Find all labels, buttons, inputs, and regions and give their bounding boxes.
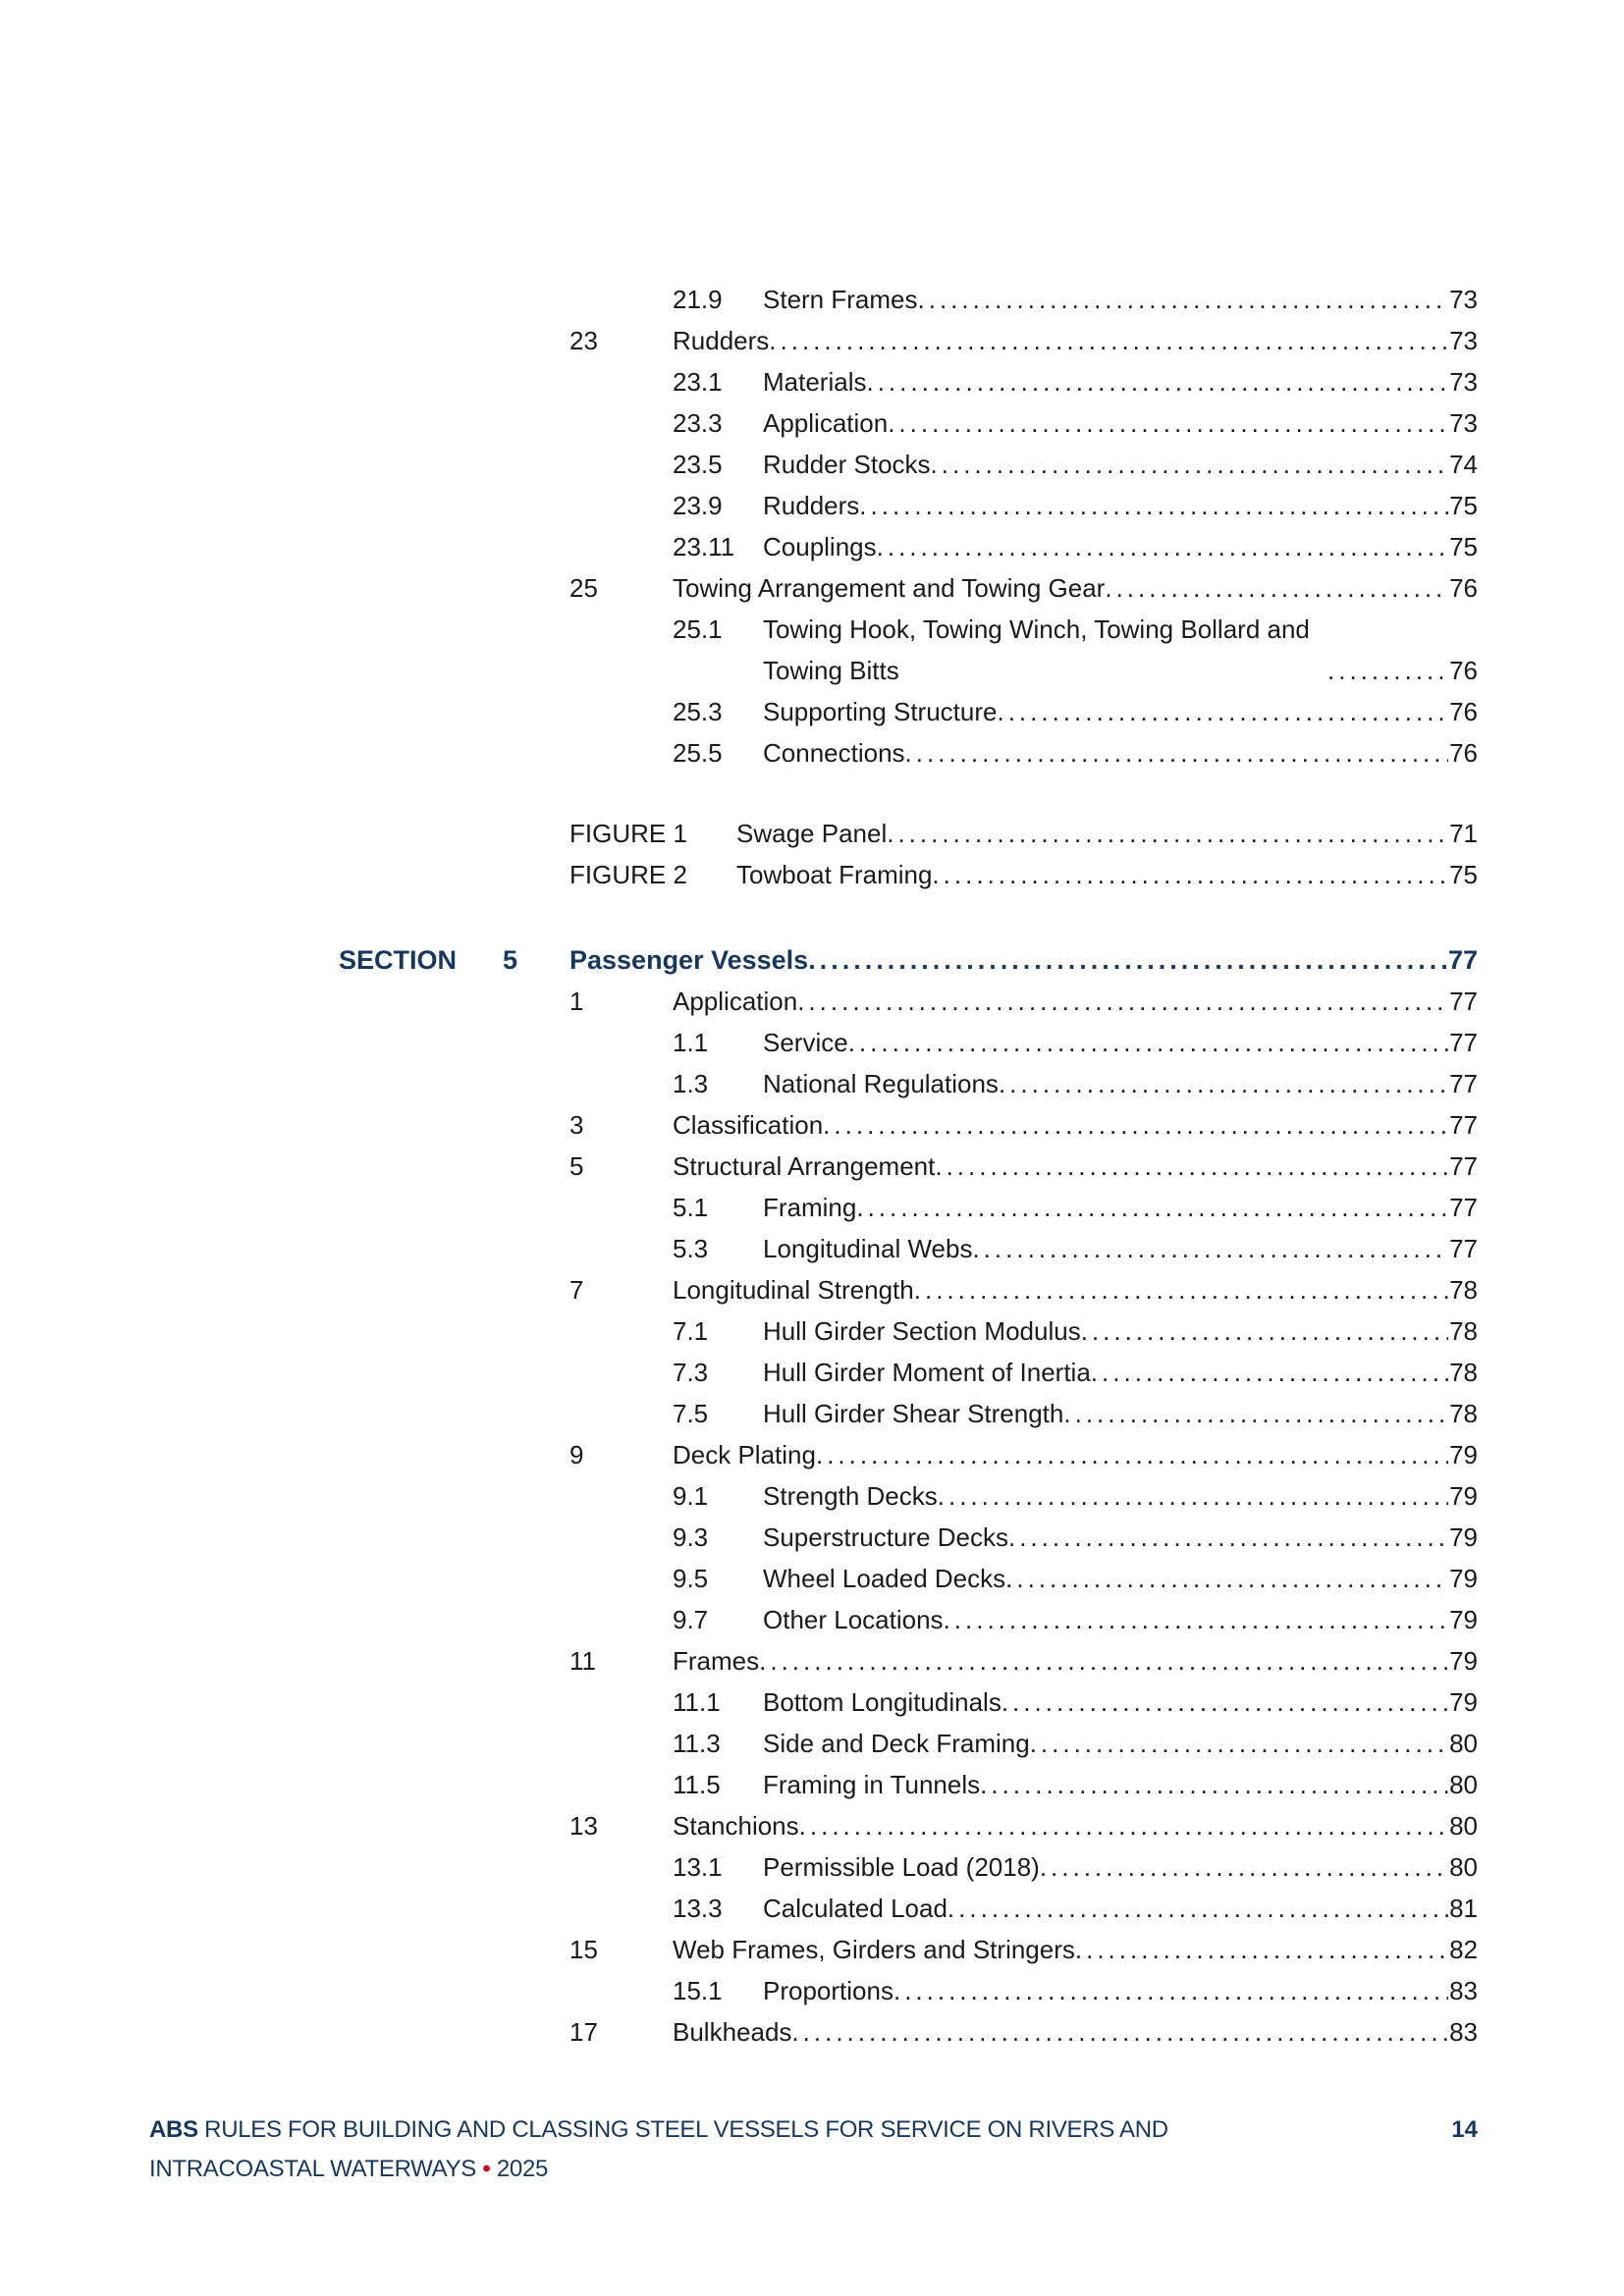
toc-entry-page-number: 77 xyxy=(1449,1193,1478,1222)
toc-entry-title: Calculated Load xyxy=(763,1894,947,1923)
toc-row[interactable] xyxy=(339,1929,1478,1970)
dot-leader xyxy=(918,279,1449,320)
toc-entry-page-number: 80 xyxy=(1449,1770,1478,1799)
dot-leader xyxy=(1005,1558,1448,1599)
footer-brand: ABS xyxy=(149,2116,198,2143)
toc-entry-number: 3 xyxy=(569,1110,584,1140)
toc-row[interactable] xyxy=(339,1682,1478,1723)
toc-entry-title: Permissible Load (2018) xyxy=(763,1852,1040,1882)
toc-entry-page-number: 83 xyxy=(1449,1976,1478,2005)
figure-label: FIGURE 1 xyxy=(569,819,687,848)
toc-entry-page-number: 83 xyxy=(1449,2017,1478,2047)
toc-entry-number: 15.1 xyxy=(673,1976,723,2005)
toc-row[interactable] xyxy=(339,1352,1478,1393)
toc-entry-title: Couplings xyxy=(763,532,877,561)
toc-figure-rows xyxy=(339,813,1478,895)
toc-entry-number: 1 xyxy=(569,987,584,1016)
toc-entry-page-number: 79 xyxy=(1449,1564,1478,1593)
toc-entry-number: 7.5 xyxy=(673,1399,709,1428)
toc-entry-title: Application xyxy=(763,408,889,438)
dot-leader xyxy=(1001,1682,1448,1723)
dot-leader xyxy=(823,1104,1448,1146)
dot-leader xyxy=(1081,1310,1448,1352)
toc-entry-title: Superstructure Decks xyxy=(763,1522,1008,1552)
toc-row[interactable] xyxy=(339,1805,1478,1846)
toc-row[interactable] xyxy=(339,1434,1478,1475)
figure-label: FIGURE 2 xyxy=(569,860,687,889)
toc-row[interactable] xyxy=(339,1558,1478,1599)
dot-leader xyxy=(808,939,1447,981)
toc-row[interactable] xyxy=(339,1063,1478,1104)
toc-entry-page-number: 73 xyxy=(1449,408,1478,438)
footer-text xyxy=(149,2110,1298,2189)
toc-entry-page-number: 78 xyxy=(1449,1275,1478,1305)
toc-entry-number: 23.5 xyxy=(673,450,723,479)
dot-leader xyxy=(893,1970,1448,2011)
toc-entry-number: 13 xyxy=(569,1811,598,1841)
toc-entry-page-number: 74 xyxy=(1449,450,1478,479)
toc-entry-page-number: 77 xyxy=(1449,1110,1478,1140)
toc-entry-number: 9.5 xyxy=(673,1564,709,1593)
dot-leader xyxy=(1075,1929,1448,1970)
dot-leader xyxy=(848,1022,1448,1063)
toc-entry-number: 13.3 xyxy=(673,1894,723,1923)
toc-row[interactable] xyxy=(339,1146,1478,1187)
dot-leader xyxy=(1063,1393,1448,1434)
section-page-number: 77 xyxy=(1447,945,1478,975)
toc-entry-number: 13.1 xyxy=(673,1852,723,1882)
dot-leader xyxy=(759,1640,1448,1682)
toc-entry-title: Hull Girder Shear Strength xyxy=(763,1399,1064,1428)
toc-entry-number: 17 xyxy=(569,2017,598,2047)
toc-row[interactable] xyxy=(339,444,1478,485)
toc-row[interactable] xyxy=(339,1888,1478,1929)
toc-entry-page-number: 75 xyxy=(1449,860,1478,889)
toc-row[interactable] xyxy=(339,320,1478,361)
dot-leader xyxy=(999,1063,1448,1104)
dot-leader xyxy=(1091,1352,1448,1393)
dot-leader xyxy=(938,1475,1448,1517)
toc-entry-title: Swage Panel xyxy=(736,819,888,848)
page-number: 14 xyxy=(1451,2116,1478,2143)
section-label: SECTION xyxy=(339,945,458,975)
toc-entry-title: National Regulations xyxy=(763,1069,999,1098)
toc-entry-number: 15 xyxy=(569,1935,598,1964)
toc-entry-title: Strength Decks xyxy=(763,1481,938,1511)
toc-entry-page-number: 75 xyxy=(1449,532,1478,561)
toc-entry-title: Framing xyxy=(763,1193,857,1222)
toc-entry-number: 9.7 xyxy=(673,1605,709,1634)
toc-entry-page-number: 79 xyxy=(1449,1440,1478,1469)
toc-section-heading-row[interactable] xyxy=(339,939,1478,981)
toc-entry-title: Deck Plating xyxy=(673,1440,816,1469)
toc-row[interactable] xyxy=(339,402,1478,444)
toc-entry-title: Hull Girder Moment of Inertia xyxy=(763,1358,1091,1387)
toc-entry-number: 23.11 xyxy=(673,532,735,561)
toc-entry-number: 1.1 xyxy=(673,1028,709,1057)
toc-row[interactable] xyxy=(339,1970,1478,2011)
dot-leader xyxy=(997,691,1448,732)
toc-entry-title: Frames xyxy=(673,1646,760,1676)
dot-leader xyxy=(1327,650,1448,691)
page-footer xyxy=(149,2110,1478,2189)
toc-entry-title: Bulkheads xyxy=(673,2017,792,2047)
toc-entry-number: 5.1 xyxy=(673,1193,709,1222)
toc-row[interactable] xyxy=(339,1846,1478,1888)
toc-entry-title: Bottom Longitudinals xyxy=(763,1687,1001,1717)
dot-leader xyxy=(816,1434,1448,1475)
dot-leader xyxy=(877,526,1448,567)
toc-entry-number: 1.3 xyxy=(673,1069,709,1098)
dot-leader xyxy=(905,732,1449,774)
toc-entry-number: 9 xyxy=(569,1440,584,1469)
toc-entry-number: 9.3 xyxy=(673,1522,709,1552)
toc-row[interactable] xyxy=(339,1393,1478,1434)
dot-leader xyxy=(888,402,1448,444)
dot-leader xyxy=(935,1146,1448,1187)
toc-entry-number: 25.5 xyxy=(673,738,723,768)
dot-leader xyxy=(1030,1723,1448,1764)
toc-entry-page-number: 77 xyxy=(1449,1151,1478,1181)
toc-row[interactable] xyxy=(339,1310,1478,1352)
toc-entry-page-number: 79 xyxy=(1449,1481,1478,1511)
toc-row[interactable] xyxy=(339,1475,1478,1517)
toc-entry-title: Hull Girder Section Modulus xyxy=(763,1316,1081,1346)
toc-entry-title: Application xyxy=(673,987,798,1016)
toc-row[interactable] xyxy=(339,1104,1478,1146)
dot-leader xyxy=(947,1888,1448,1929)
toc-row[interactable] xyxy=(339,981,1478,1022)
toc-row[interactable] xyxy=(339,609,1478,691)
toc-entry-title: Longitudinal Strength xyxy=(673,1275,914,1305)
toc-entry-title: Structural Arrangement xyxy=(673,1151,936,1181)
toc-entry-number: 25.3 xyxy=(673,697,723,726)
toc-entry-title: Stanchions xyxy=(673,1811,799,1841)
dot-leader xyxy=(1008,1517,1448,1558)
toc-entry-title: Towing Arrangement and Towing Gear xyxy=(673,573,1106,603)
toc-entry-number: 7 xyxy=(569,1275,584,1305)
toc-entry-page-number: 77 xyxy=(1449,1028,1478,1057)
dot-leader xyxy=(856,1187,1448,1228)
dot-leader xyxy=(791,2011,1448,2053)
toc-entry-page-number: 79 xyxy=(1449,1646,1478,1676)
toc-entry-page-number: 73 xyxy=(1449,326,1478,355)
dot-leader xyxy=(799,1805,1448,1846)
toc-row[interactable] xyxy=(339,1187,1478,1228)
toc-entry-number: 5 xyxy=(569,1151,584,1181)
toc-entry-page-number: 77 xyxy=(1449,1069,1478,1098)
dot-leader xyxy=(932,854,1448,895)
dot-leader xyxy=(1105,567,1448,609)
toc-entry-title: Service xyxy=(763,1028,848,1057)
toc-entry-title: Stern Frames xyxy=(763,285,918,314)
toc-entry-title: Connections xyxy=(763,738,905,768)
toc-entry-number: 25.1 xyxy=(673,614,723,644)
toc-entry-title: Framing in Tunnels xyxy=(763,1770,981,1799)
dot-leader xyxy=(769,320,1448,361)
toc-figure-row[interactable] xyxy=(339,854,1478,895)
toc-row[interactable] xyxy=(339,2011,1478,2053)
toc-row[interactable] xyxy=(339,691,1478,732)
toc-entry-page-number: 76 xyxy=(1449,573,1478,603)
toc-entry-page-number: 76 xyxy=(1449,697,1478,726)
dot-leader xyxy=(1040,1846,1448,1888)
toc-entry-number: 23 xyxy=(569,326,598,355)
footer-title: RULES FOR BUILDING AND CLASSING STEEL VESSELS FOR SERVICE ON RIVERS AND INTRACOASTAL WATERWAYS xyxy=(149,2116,1168,2182)
toc-entry-title: Rudder Stocks xyxy=(763,450,931,479)
dot-leader xyxy=(972,1228,1448,1269)
toc-row[interactable] xyxy=(339,567,1478,609)
toc-entry-page-number: 80 xyxy=(1449,1811,1478,1841)
toc-entry-number: 25 xyxy=(569,573,598,603)
toc-entry-number: 23.9 xyxy=(673,491,723,520)
toc-row[interactable] xyxy=(339,1517,1478,1558)
toc-row[interactable] xyxy=(339,526,1478,567)
toc-entry-number: 11 xyxy=(569,1646,596,1676)
toc-row[interactable] xyxy=(339,1228,1478,1269)
toc-entry-page-number: 82 xyxy=(1449,1935,1478,1964)
toc-entry-number: 11.3 xyxy=(673,1729,721,1758)
toc-entry-page-number: 79 xyxy=(1449,1605,1478,1634)
toc-entry-page-number: 78 xyxy=(1449,1399,1478,1428)
toc-row[interactable] xyxy=(339,279,1478,320)
toc-entry-number: 5.3 xyxy=(673,1234,709,1263)
toc-entry-page-number: 77 xyxy=(1449,1234,1478,1263)
dot-leader xyxy=(797,981,1448,1022)
toc-entry-title: Side and Deck Framing xyxy=(763,1729,1030,1758)
dot-leader xyxy=(914,1269,1448,1310)
toc-entry-title: Classification xyxy=(673,1110,824,1140)
toc-row[interactable] xyxy=(339,732,1478,774)
toc-entry-page-number: 81 xyxy=(1449,1894,1478,1923)
toc-entry-title: Proportions xyxy=(763,1976,893,2005)
toc-figure-row[interactable] xyxy=(339,813,1478,854)
dot-leader xyxy=(980,1764,1448,1805)
footer-bullet-icon: • xyxy=(482,2156,491,2182)
toc-entry-number: 11.5 xyxy=(673,1770,721,1799)
toc-entry-page-number: 73 xyxy=(1449,367,1478,397)
toc-entry-title: Towboat Framing xyxy=(736,860,933,889)
toc-entry-title: Rudders xyxy=(763,491,860,520)
toc-entry-page-number: 80 xyxy=(1449,1852,1478,1882)
toc-continuation-rows xyxy=(339,279,1478,774)
toc-entry-title: Materials xyxy=(763,367,867,397)
dot-leader xyxy=(866,361,1448,402)
toc-entry-page-number: 78 xyxy=(1449,1358,1478,1387)
dot-leader xyxy=(859,485,1448,526)
dot-leader xyxy=(887,813,1448,854)
toc-entry-page-number: 77 xyxy=(1449,987,1478,1016)
toc-row[interactable] xyxy=(339,1269,1478,1310)
toc-entry-title: Longitudinal Webs xyxy=(763,1234,973,1263)
toc-row[interactable] xyxy=(339,1640,1478,1682)
toc-entry-page-number: 75 xyxy=(1449,491,1478,520)
toc-entry-title: Web Frames, Girders and Stringers xyxy=(673,1935,1075,1964)
toc-entry-page-number: 80 xyxy=(1449,1729,1478,1758)
toc-row[interactable] xyxy=(339,1723,1478,1764)
dot-leader xyxy=(944,1599,1449,1640)
footer-year: 2025 xyxy=(496,2156,549,2182)
toc-entry-title: Rudders xyxy=(673,326,770,355)
toc-row[interactable] xyxy=(339,1764,1478,1805)
toc-entry-page-number: 76 xyxy=(1449,738,1478,768)
toc-entry-number: 23.1 xyxy=(673,367,723,397)
toc-entry-number: 11.1 xyxy=(673,1687,721,1717)
toc-entry-number: 9.1 xyxy=(673,1481,709,1511)
toc-entry-page-number: 76 xyxy=(1449,656,1478,685)
toc-row[interactable] xyxy=(339,1599,1478,1640)
toc-entry-title: Towing Hook, Towing Winch, Towing Bollard and Towing Bitts xyxy=(763,614,1310,685)
toc-row[interactable] xyxy=(339,361,1478,402)
toc-entry-title: Supporting Structure xyxy=(763,697,998,726)
section-title: Passenger Vessels xyxy=(569,945,809,975)
toc-entry-page-number: 71 xyxy=(1449,819,1478,848)
toc-entry-page-number: 79 xyxy=(1449,1687,1478,1717)
toc-entry-number: 23.3 xyxy=(673,408,723,438)
toc-entry-number: 7.3 xyxy=(673,1358,709,1387)
toc-row[interactable] xyxy=(339,1022,1478,1063)
toc-entry-page-number: 78 xyxy=(1449,1316,1478,1346)
toc-entry-number: 21.9 xyxy=(673,285,723,314)
dot-leader xyxy=(931,444,1449,485)
toc-entry-page-number: 73 xyxy=(1449,285,1478,314)
section-number: 5 xyxy=(503,945,518,975)
toc-row[interactable] xyxy=(339,485,1478,526)
toc-entry-number: 7.1 xyxy=(673,1316,709,1346)
toc-entry-title: Other Locations xyxy=(763,1605,944,1634)
table-of-contents xyxy=(339,279,1478,2053)
toc-entry-title: Wheel Loaded Decks xyxy=(763,1564,1006,1593)
toc-section-rows xyxy=(339,981,1478,2053)
toc-entry-page-number: 79 xyxy=(1449,1522,1478,1552)
